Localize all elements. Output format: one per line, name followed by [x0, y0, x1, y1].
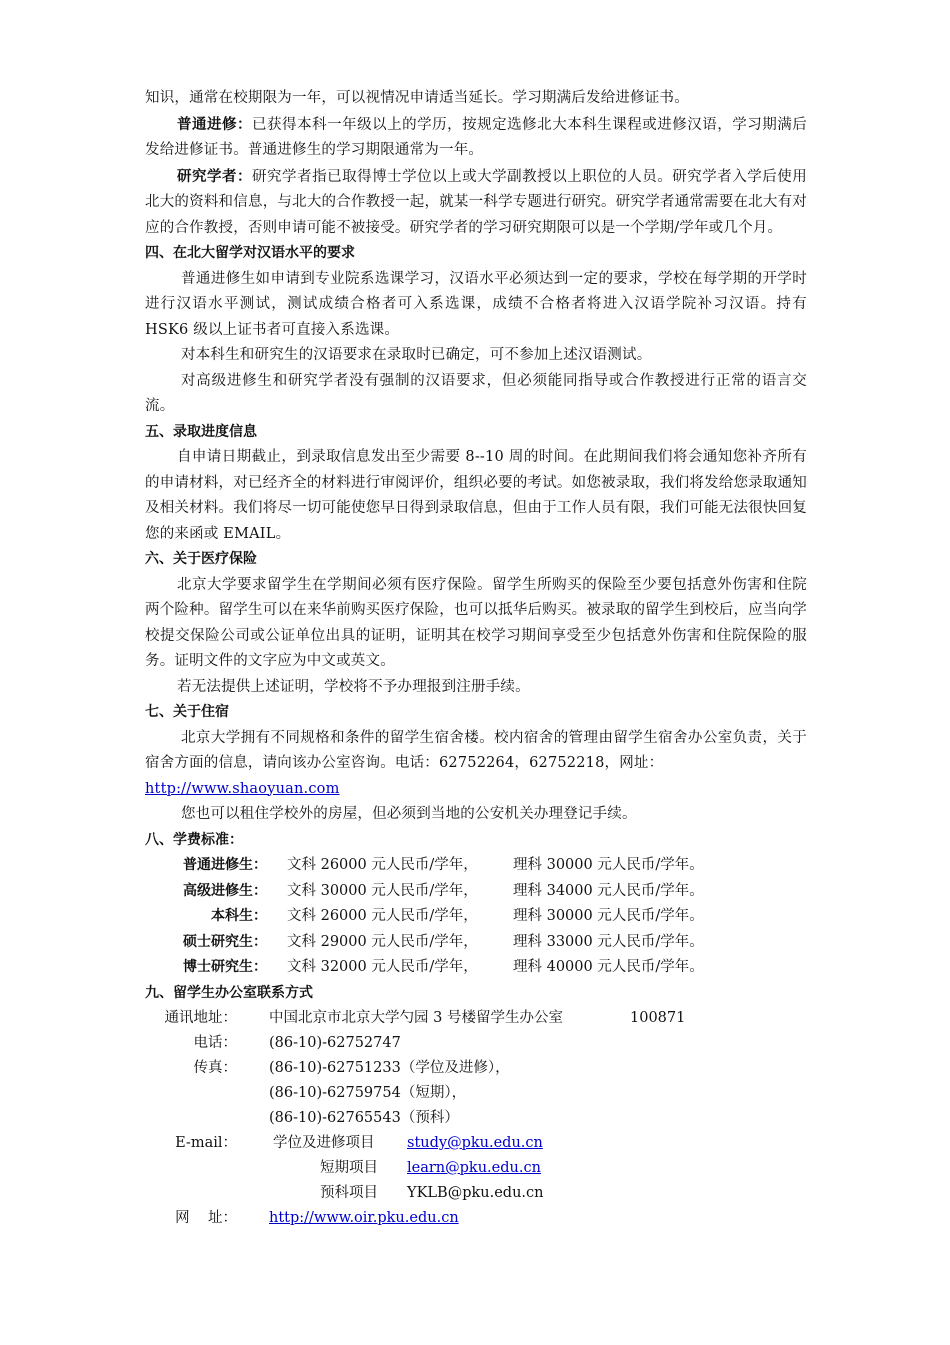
term-text: 研究学者指已取得博士学位以上或大学副教授以上职位的人员。研究学者入学后使用北大的资料和信息，与北大的合作教授一起，就某一科学专题进行研究。研究学者通常需要在北大有对应的合作教授，否则申请可能不被接受。研究学者的学习研究期限可以是一个学期/学年或几个月。 [145, 168, 808, 236]
fee-label: 高级进修生： [183, 882, 267, 899]
fee-row [145, 930, 807, 956]
contact-fax-row [145, 1081, 807, 1106]
address-value: 中国北京市北京大学勺园 3 号楼留学生办公室 [269, 1010, 563, 1026]
contact-fax-row [145, 1056, 807, 1081]
email-link[interactable]: study@pku.edu.cn [407, 1135, 543, 1151]
fee-science: 理科 33000 元人民币/学年。 [513, 933, 704, 950]
email-link[interactable]: learn@pku.edu.cn [407, 1160, 541, 1176]
section-heading-4: 四、在北大留学对汉语水平的要求 [145, 245, 355, 261]
paragraph: 对高级进修生和研究学者没有强制的汉语要求，但必须能同指导或合作教授进行正常的语言交流。 [145, 372, 807, 414]
fee-row [145, 904, 807, 930]
document-page [145, 86, 807, 1231]
email-program-name: 预科项目 [320, 1185, 378, 1201]
fee-science: 理科 30000 元人民币/学年。 [513, 857, 704, 873]
fee-science: 理科 40000 元人民币/学年。 [513, 959, 704, 975]
fee-label: 普通进修生： [183, 857, 267, 873]
contact-email-row [145, 1131, 807, 1156]
fee-science: 理科 30000 元人民币/学年。 [513, 908, 704, 924]
paragraph: 若无法提供上述证明，学校将不予办理报到注册手续。 [177, 678, 530, 695]
paragraph: 自申请日期截止，到录取信息发出至少需要 8--10 周的时间。在此期间我们将会通知您补齐所有的申请材料，对已经齐全的材料进行审阅评价，组织必要的考试。如您被录取，我们将发给您录取通知及相关材料。我们将尽一切可能使您早日得到录取信息，但由于工作人员有限，我们可能无法很快回复您的来函或 EMAIL。 [145, 449, 807, 542]
contact-email-row [145, 1181, 807, 1206]
phone-label: 电话： [193, 1035, 237, 1051]
contact-block [145, 1006, 807, 1231]
section-heading-7: 七、关于住宿 [145, 704, 229, 720]
email-address-text: YKLB@pku.edu.cn [407, 1185, 544, 1201]
contact-phone-row [145, 1031, 807, 1056]
web-label: 网 址： [175, 1210, 237, 1226]
paragraph-continued: 知识，通常在校期限为一年，可以视情况申请适当延长。学习期满后发给进修证书。 [145, 90, 689, 106]
fee-label: 本科生： [211, 908, 267, 924]
fax-value: (86-10)-62765543（预科） [269, 1110, 459, 1126]
term-label: 研究学者： [177, 167, 253, 185]
fee-arts: 文科 26000 元人民币/学年， [287, 857, 478, 873]
contact-web-row [145, 1206, 807, 1231]
fax-label: 传真： [193, 1060, 237, 1076]
paragraph-housing [145, 726, 807, 803]
fee-label: 硕士研究生： [183, 933, 267, 950]
email-program-name: 短期项目 [320, 1160, 378, 1176]
section-heading-5: 五、录取进度信息 [145, 423, 257, 440]
contact-email-row [145, 1156, 807, 1181]
paragraph-general-advanced [145, 112, 807, 164]
website-link[interactable]: http://www.oir.pku.edu.cn [269, 1210, 459, 1226]
fee-arts: 文科 29000 元人民币/学年， [287, 933, 478, 950]
section-heading-9: 九、留学生办公室联系方式 [145, 984, 313, 1001]
fax-value: (86-10)-62759754（短期）， [269, 1085, 467, 1101]
paragraph-research-scholar [145, 164, 807, 242]
fee-table [145, 853, 807, 981]
phone-value: (86-10)-62752747 [269, 1035, 401, 1051]
fee-label: 博士研究生： [183, 959, 267, 975]
contact-address-row [145, 1006, 807, 1031]
shaoyuan-link[interactable]: http://www.shaoyuan.com [145, 780, 340, 797]
paragraph: 您也可以租住学校外的房屋，但必须到当地的公安机关办理登记手续。 [181, 806, 637, 822]
section-heading-8: 八、学费标准： [145, 831, 243, 848]
housing-text: 北京大学拥有不同规格和条件的留学生宿舍楼。校内宿舍的管理由留学生宿舍办公室负责，关于宿舍方面的信息，请向该办公室咨询。电话：62752264，62752218，网址： [145, 729, 807, 771]
paragraph: 对本科生和研究生的汉语要求在录取时已确定，可不参加上述汉语测试。 [181, 347, 652, 363]
address-label: 通讯地址： [164, 1010, 237, 1026]
fee-row [145, 853, 807, 879]
fee-arts: 文科 32000 元人民币/学年， [287, 959, 478, 975]
fax-value: (86-10)-62751233（学位及进修）， [269, 1060, 510, 1076]
section-heading-6: 六、关于医疗保险 [145, 551, 257, 567]
fee-row [145, 879, 807, 905]
fee-science: 理科 34000 元人民币/学年。 [513, 882, 704, 899]
email-program-name: 学位及进修项目 [273, 1135, 375, 1151]
contact-fax-row [145, 1106, 807, 1131]
fee-arts: 文科 30000 元人民币/学年， [287, 882, 478, 899]
email-label: E-mail： [175, 1135, 237, 1151]
term-text: 已获得本科一年级以上的学历，按规定选修北大本科生课程或进修汉语，学习期满后发给进修证书。普通进修生的学习期限通常为一年。 [145, 116, 808, 158]
term-label: 普通进修： [177, 115, 253, 133]
fee-arts: 文科 26000 元人民币/学年， [287, 908, 478, 924]
fee-row [145, 955, 807, 981]
paragraph: 北京大学要求留学生在学期间必须有医疗保险。留学生所购买的保险至少要包括意外伤害和住院两个险种。留学生可以在来华前购买医疗保险，也可以抵华后购买。被录取的留学生到校后，应当向学校提交保险公司或公证单位出具的证明，证明其在校学习期间享受至少包括意外伤害和住院保险的服务。证明文件的文字应为中文或英文。 [145, 576, 807, 669]
postcode: 100871 [630, 1010, 686, 1026]
paragraph: 普通进修生如申请到专业院系选课学习，汉语水平必须达到一定的要求，学校在每学期的开学时进行汉语水平测试，测试成绩合格者可入系选课，成绩不合格者将进入汉语学院补习汉语。持有 HSK6 级以上证书者可直接入系选课。 [145, 270, 807, 338]
